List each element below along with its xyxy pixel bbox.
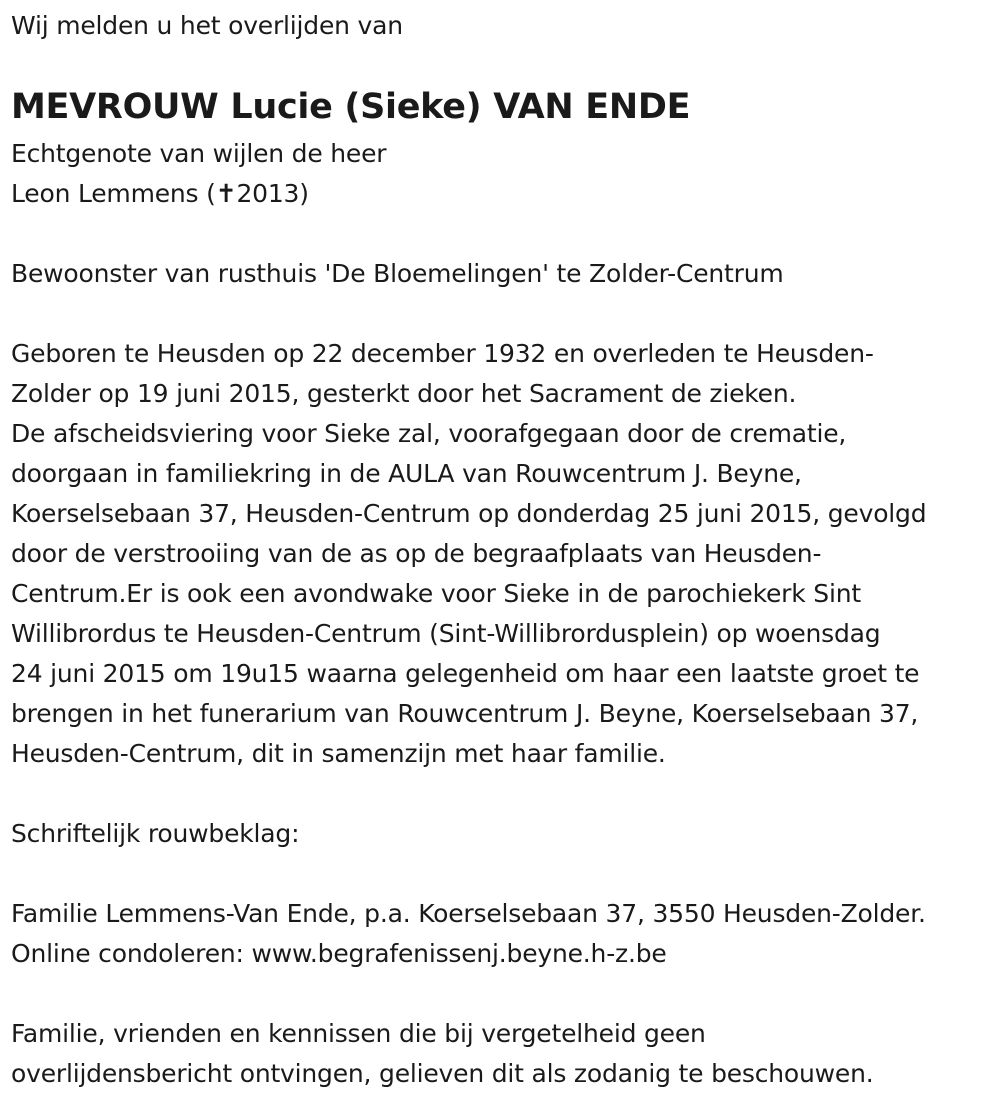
closing-notice-block xyxy=(11,1014,874,1094)
details-line: Heusden-Centrum, dit in samenzijn met haar familie. xyxy=(11,739,666,768)
spouse-line-2 xyxy=(11,174,386,214)
details-line: Willibrordus te Heusden-Centrum (Sint-Willibrordusplein) op woensdag xyxy=(11,619,881,648)
online-condolences: Online condoleren: www.begrafenissenj.beyne.h-z.be xyxy=(11,939,667,968)
details-line: De afscheidsviering voor Sieke zal, voorafgegaan door de crematie, xyxy=(11,419,847,448)
spouse-line-1: Echtgenote van wijlen de heer xyxy=(11,139,387,168)
written-condolences-label: Schriftelijk rouwbeklag: xyxy=(11,819,300,848)
details-line: Geboren te Heusden op 22 december 1932 en overleden te Heusden- xyxy=(11,339,874,368)
details-line: Zolder op 19 juni 2015, gesterkt door het Sacrament de zieken. xyxy=(11,379,797,408)
details-line: Centrum.Er is ook een avondwake voor Sieke in de parochiekerk Sint xyxy=(11,579,861,608)
deceased-name: MEVROUW Lucie (Sieke) VAN ENDE xyxy=(11,87,691,127)
residence-block xyxy=(11,254,784,294)
details-line: door de verstrooiing van de as op de begraafplaats van Heusden- xyxy=(11,539,822,568)
spouse-death-year: 2013) xyxy=(236,179,309,208)
residence-text: Bewoonster van rusthuis 'De Bloemelingen' te Zolder-Centrum xyxy=(11,259,784,288)
cross-icon: ✝ xyxy=(215,179,237,208)
spouse-block xyxy=(11,134,386,214)
closing-notice-line: Familie, vrienden en kennissen die bij vergetelheid geen xyxy=(11,1019,706,1048)
details-line: Koerselsebaan 37, Heusden-Centrum op donderdag 25 juni 2015, gevolgd xyxy=(11,499,927,528)
closing-notice-line: overlijdensbericht ontvingen, gelieven dit als zodanig te beschouwen. xyxy=(11,1059,874,1088)
details-line: brengen in het funerarium van Rouwcentrum J. Beyne, Koerselsebaan 37, xyxy=(11,699,919,728)
written-condolences-block xyxy=(11,814,299,854)
spouse-name: Leon Lemmens ( xyxy=(11,179,216,208)
intro-text: Wij melden u het overlijden van xyxy=(11,11,403,40)
details-line: 24 juni 2015 om 19u15 waarna gelegenheid om haar een laatste groet te xyxy=(11,659,920,688)
details-block xyxy=(11,334,926,774)
details-line: doorgaan in familiekring in de AULA van Rouwcentrum J. Beyne, xyxy=(11,459,802,488)
contact-block xyxy=(11,894,926,974)
family-address: Familie Lemmens-Van Ende, p.a. Koerselsebaan 37, 3550 Heusden-Zolder. xyxy=(11,899,926,928)
